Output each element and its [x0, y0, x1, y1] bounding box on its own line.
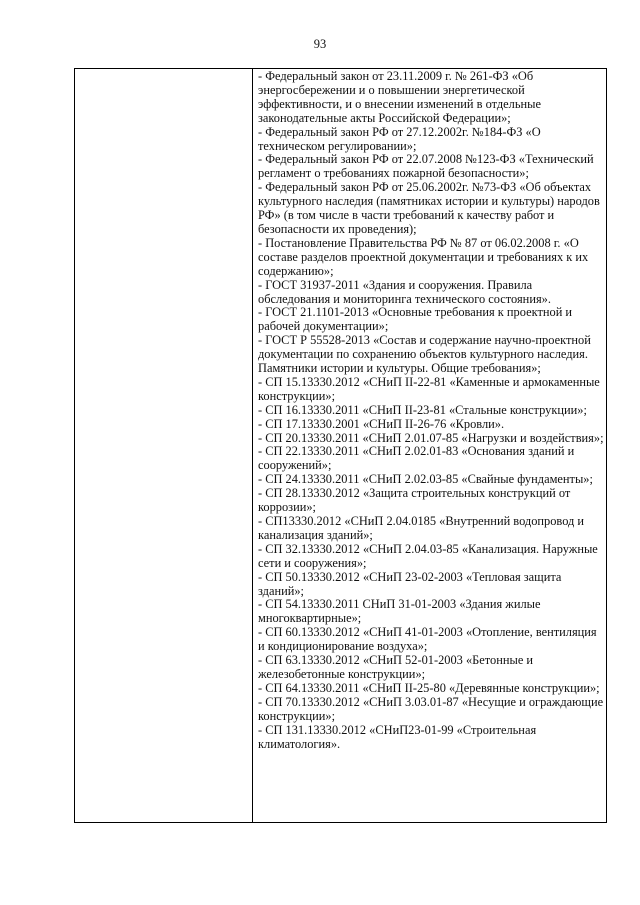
column-divider — [252, 69, 253, 822]
list-item: - СП 24.13330.2011 «СНиП 2.02.03-85 «Свайные фундаменты»; — [258, 472, 593, 487]
list-item: - СП 22.13330.2011 «СНиП 2.02.01-83 «Основания зданий и сооружений»; — [258, 444, 575, 473]
list-item: - ГОСТ 21.1101-2013 «Основные требования к проектной и рабочей документации»; — [258, 305, 573, 334]
list-item: - СП 64.13330.2011 «СНиП II-25-80 «Деревянные конструкции»; — [258, 680, 600, 695]
list-item: - Федеральный закон РФ от 25.06.2002г. №73-ФЗ «Об объектах культурного наследия (памятниках истории и культуры) народов РФ» (в том числе в части требований к качеству работ и безопасности их проведения); — [258, 180, 600, 236]
list-item: - ГОСТ 31937-2011 «Здания и сооружения. Правила обследования и мониторинга технического состояния». — [258, 277, 551, 306]
list-item: - СП 20.13330.2011 «СНиП 2.01.07-85 «Нагрузки и воздействия»; — [258, 430, 604, 445]
list-item: - Постановление Правительства РФ № 87 от 06.02.2008 г. «О составе разделов проектной документации и требованиях к их содержанию»; — [258, 235, 589, 278]
list-item: - СП 16.13330.2011 «СНиП II-23-81 «Стальные конструкции»; — [258, 402, 587, 417]
table-left-cell — [75, 69, 252, 822]
list-item: - СП 32.13330.2012 «СНиП 2.04.03-85 «Канализация. Наружные сети и сооружения»; — [258, 541, 598, 570]
list-item: - СП 131.13330.2012 «СНиП23-01-99 «Строительная климатология». — [258, 722, 537, 751]
list-item: - СП 70.13330.2012 «СНиП 3.03.01-87 «Несущие и ограждающие конструкции»; — [258, 694, 604, 723]
list-item: - СП 63.13330.2012 «СНиП 52-01-2003 «Бетонные и железобетонные конструкции»; — [258, 653, 534, 681]
list-item: - Федеральный закон РФ от 27.12.2002г. №184-ФЗ «О техническом регулировании»; — [258, 124, 541, 153]
list-item: - Федеральный закон РФ от 22.07.2008 №123-ФЗ «Технический регламент о требованиях пожарной безопасности»; — [258, 152, 594, 181]
list-item: - СП 60.13330.2012 «СНиП 41-01-2003 «Отопление, вентиляция и кондиционирование воздуха»; — [258, 625, 597, 654]
page-number: 93 — [313, 37, 327, 51]
table-right-cell — [258, 70, 604, 751]
list-item: - СП 17.13330.2001 «СНиП II-26-76 «Кровли». — [258, 416, 505, 431]
list-item: - СП 54.13330.2011 СНиП 31-01-2003 «Здания жилые многоквартирные»; — [258, 597, 541, 626]
list-item: - Федеральный закон от 23.11.2009 г. № 261-ФЗ «Об энергосбережении и о повышении энергетической эффективности, и о внесении изменений в отдельные законодательные акты Российской Федерации»; — [258, 69, 541, 125]
list-item: - СП 50.13330.2012 «СНиП 23-02-2003 «Тепловая защита зданий»; — [258, 569, 562, 598]
list-item: - СП 15.13330.2012 «СНиП II-22-81 «Каменные и армокаменные конструкции»; — [258, 374, 600, 403]
list-item: - СП13330.2012 «СНиП 2.04.0185 «Внутренний водопровод и канализация зданий»; — [258, 514, 585, 542]
document-table — [74, 68, 607, 823]
list-item: - СП 28.13330.2012 «Защита строительных конструкций от коррозии»; — [258, 486, 571, 515]
list-item: - ГОСТ Р 55528-2013 «Состав и содержание научно-проектной документации по сохранению объектов культурного наследия. Памятники истории и культуры. Общие требования»; — [258, 333, 591, 376]
